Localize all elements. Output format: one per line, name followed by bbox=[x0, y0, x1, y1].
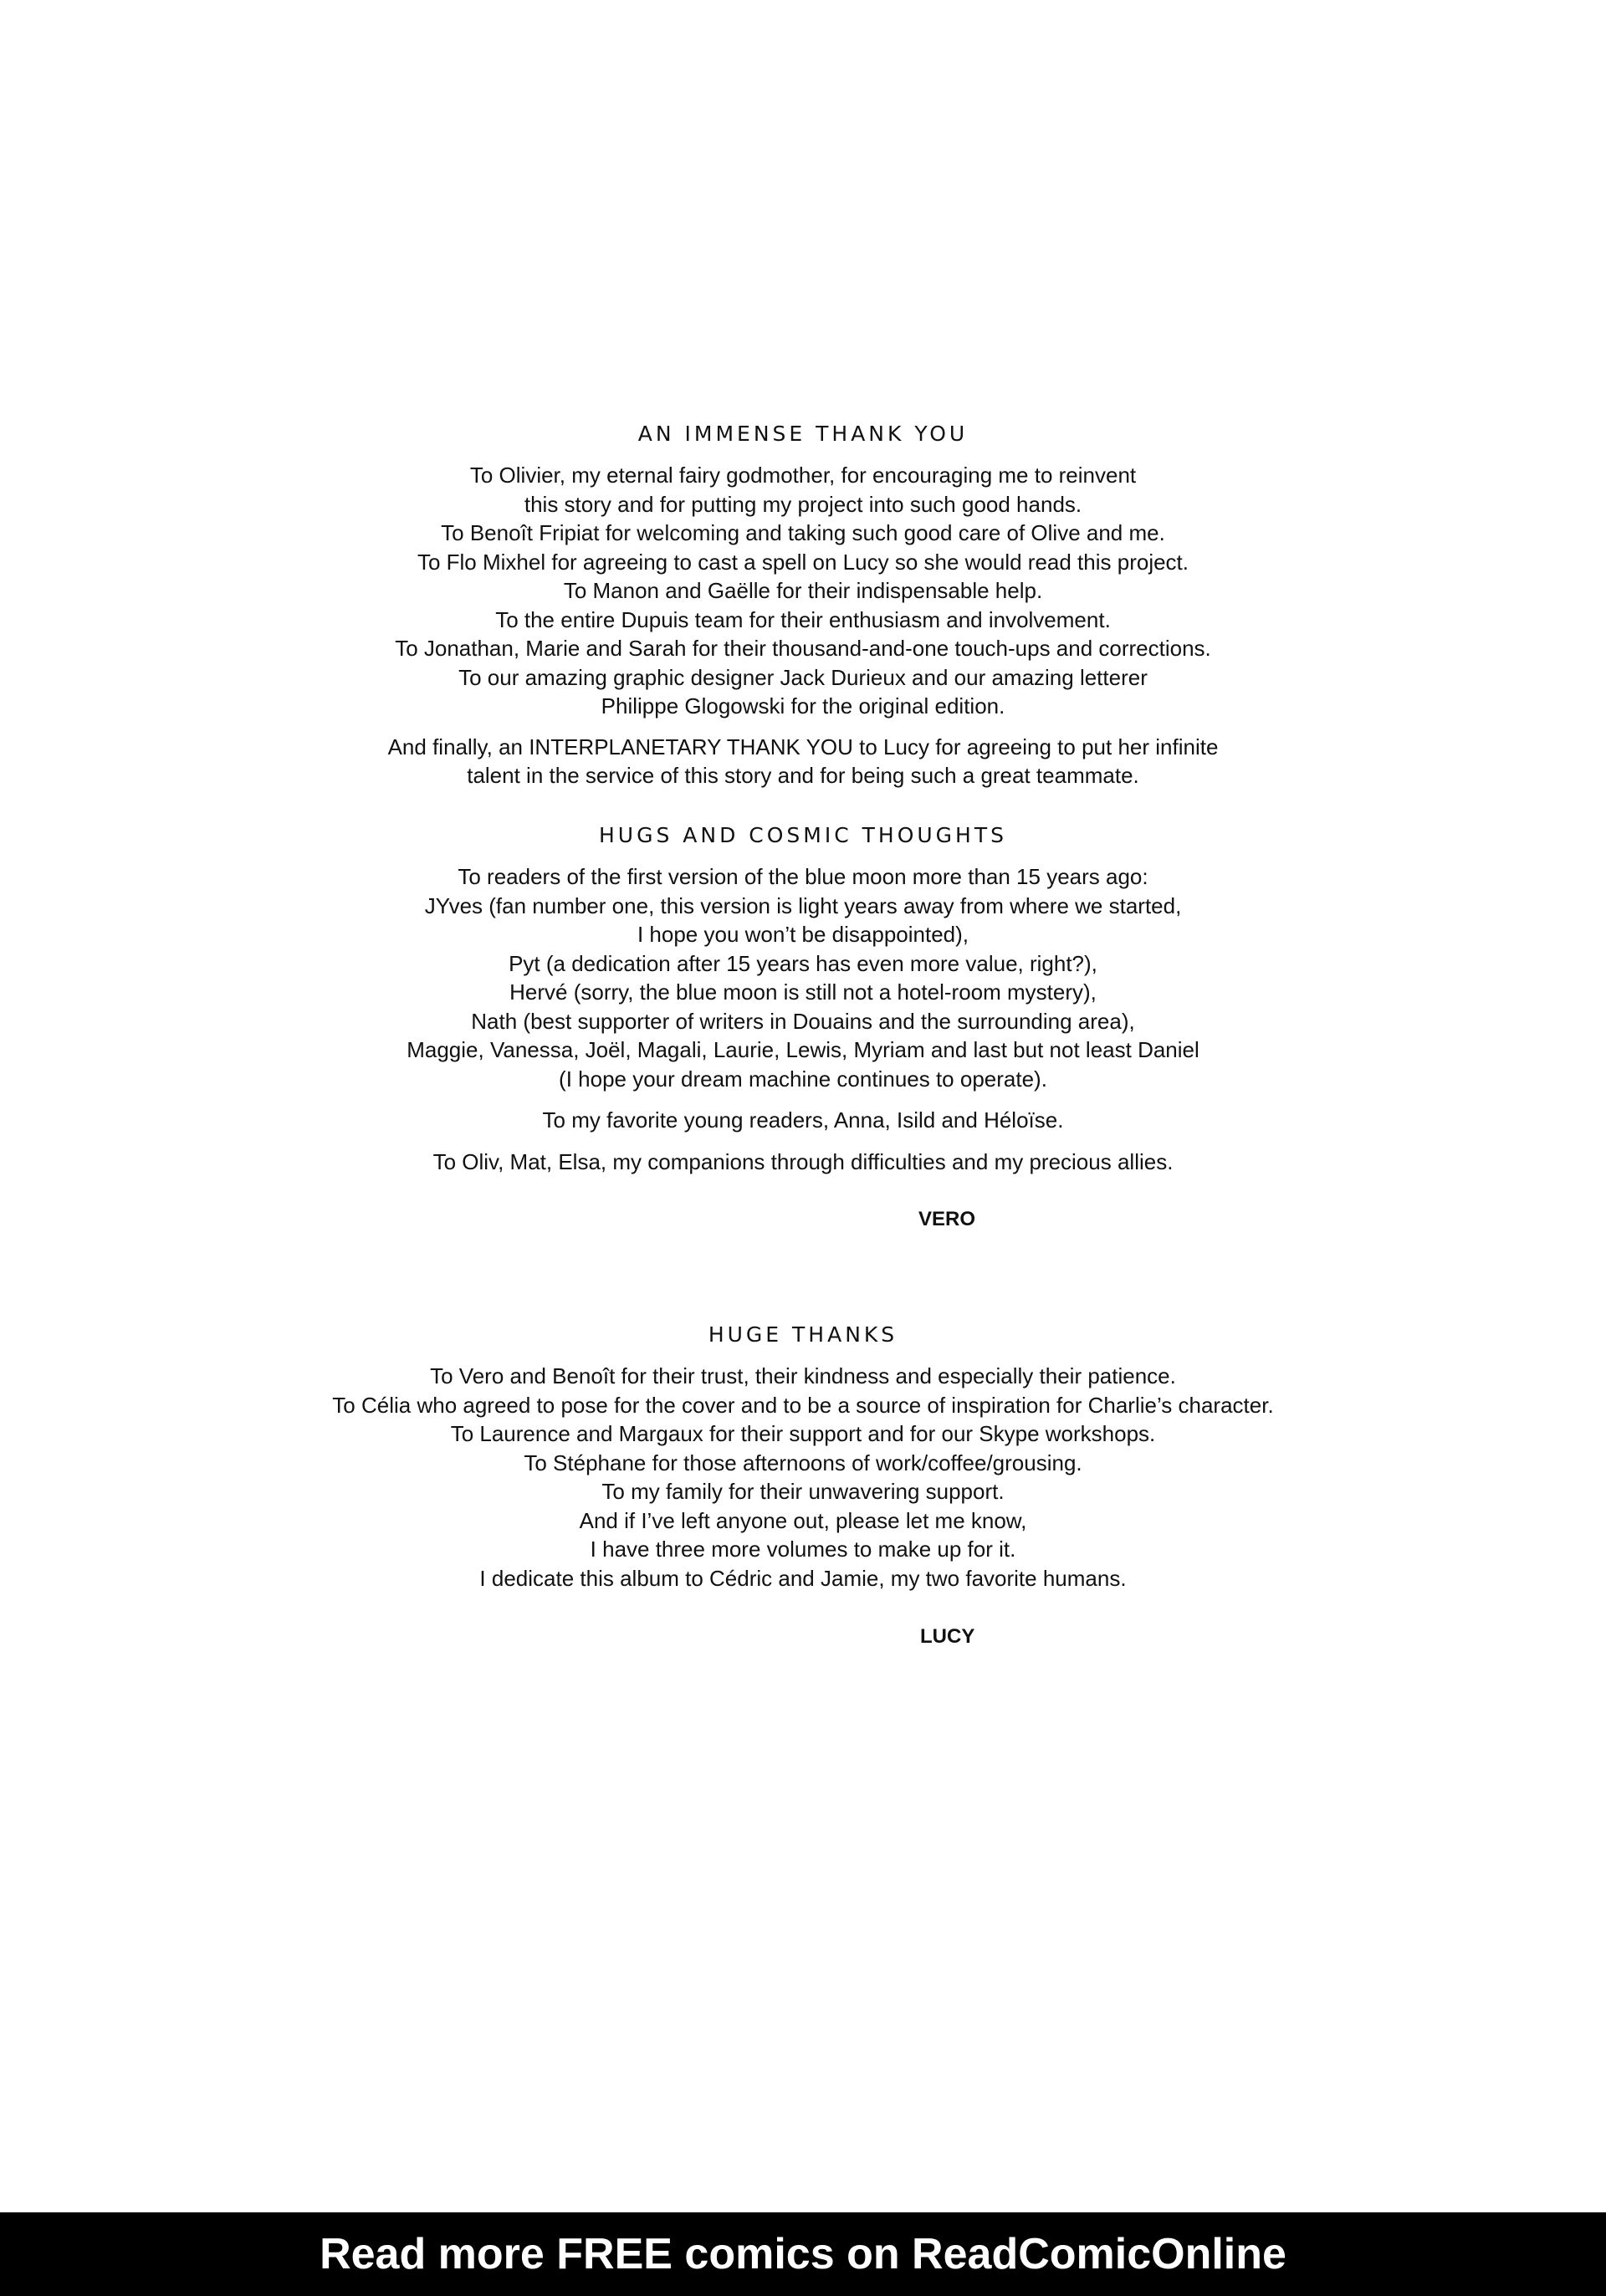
section-heading: AN IMMENSE THANK YOU bbox=[637, 422, 969, 446]
text-line: Philippe Glogowski for the original edition. bbox=[601, 693, 1005, 718]
text-line: Pyt (a dedication after 15 years has even more value, right?), bbox=[509, 950, 1097, 976]
text-line: To the entire Dupuis team for their enthusiasm and involvement. bbox=[495, 606, 1111, 632]
text-line: this story and for putting my project into such good hands. bbox=[524, 491, 1082, 517]
text-line: To Manon and Gaëlle for their indispensable help. bbox=[563, 578, 1043, 603]
footer-banner[interactable] bbox=[0, 2212, 1606, 2296]
section-hugs-and-cosmic-thoughts bbox=[0, 821, 1606, 1176]
text-line: And finally, an INTERPLANETARY THANK YOU to Lucy for agreeing to put her infinite bbox=[387, 734, 1219, 759]
paragraph bbox=[0, 461, 1606, 721]
text-line: Hervé (sorry, the blue moon is still not a hotel-room mystery), bbox=[509, 979, 1097, 1005]
text-line: To Oliv, Mat, Elsa, my companions through difficulties and my precious allies. bbox=[432, 1148, 1174, 1174]
paragraph bbox=[0, 1106, 1606, 1135]
text-line: talent in the service of this story and for being such a great teammate. bbox=[467, 763, 1139, 788]
text-line: I have three more volumes to make up for it. bbox=[590, 1537, 1016, 1562]
text-line: To Flo Mixhel for agreeing to cast a spell on Lucy so she would read this project. bbox=[417, 549, 1189, 575]
text-line: To Stéphane for those afternoons of work/coffee/grousing. bbox=[524, 1450, 1082, 1475]
section-heading: HUGS AND COSMIC THOUGHTS bbox=[599, 823, 1007, 847]
text-line: Nath (best supporter of writers in Douains and the surrounding area), bbox=[471, 1008, 1135, 1034]
text-line: To Laurence and Margaux for their support and for our Skype workshops. bbox=[450, 1421, 1156, 1446]
text-line: To my family for their unwavering support. bbox=[601, 1479, 1005, 1504]
text-line: To Vero and Benoît for their trust, their kindness and especially their patience. bbox=[430, 1363, 1176, 1388]
section-huge-thanks bbox=[0, 1320, 1606, 1593]
text-line: To my favorite young readers, Anna, Isild and Héloïse. bbox=[542, 1107, 1064, 1133]
text-line: Maggie, Vanessa, Joël, Magali, Laurie, Lewis, Myriam and last but not least Daniel bbox=[407, 1037, 1199, 1062]
text-line: To our amazing graphic designer Jack Durieux and our amazing letterer bbox=[458, 664, 1148, 690]
signature-vero: VERO bbox=[918, 1208, 976, 1230]
text-line: (I hope your dream machine continues to operate). bbox=[559, 1066, 1047, 1092]
paragraph bbox=[0, 1362, 1606, 1593]
text-line: I dedicate this album to Cédric and Jamie, my two favorite humans. bbox=[479, 1565, 1127, 1591]
section-immense-thank-you bbox=[0, 419, 1606, 790]
text-line: To Célia who agreed to pose for the cover and to be a source of inspiration for Charlie’s character. bbox=[332, 1392, 1274, 1418]
text-line: To Benoît Fripiat for welcoming and taking such good care of Olive and me. bbox=[441, 520, 1165, 545]
paragraph bbox=[0, 862, 1606, 1093]
text-line: JYves (fan number one, this version is light years away from where we started, bbox=[424, 892, 1182, 918]
text-line: And if I’ve left anyone out, please let me know, bbox=[579, 1507, 1027, 1533]
paragraph bbox=[0, 1148, 1606, 1177]
paragraph bbox=[0, 733, 1606, 790]
footer-banner-text[interactable]: Read more FREE comics on ReadComicOnline bbox=[320, 2230, 1286, 2278]
text-line: To Jonathan, Marie and Sarah for their thousand-and-one touch-ups and corrections. bbox=[395, 636, 1211, 661]
text-line: I hope you won’t be disappointed), bbox=[637, 922, 969, 947]
text-line: To Olivier, my eternal fairy godmother, for encouraging me to reinvent bbox=[469, 463, 1137, 488]
section-heading: HUGE THANKS bbox=[708, 1322, 898, 1347]
signature-lucy: LUCY bbox=[920, 1625, 975, 1648]
text-line: To readers of the first version of the blue moon more than 15 years ago: bbox=[458, 864, 1148, 889]
